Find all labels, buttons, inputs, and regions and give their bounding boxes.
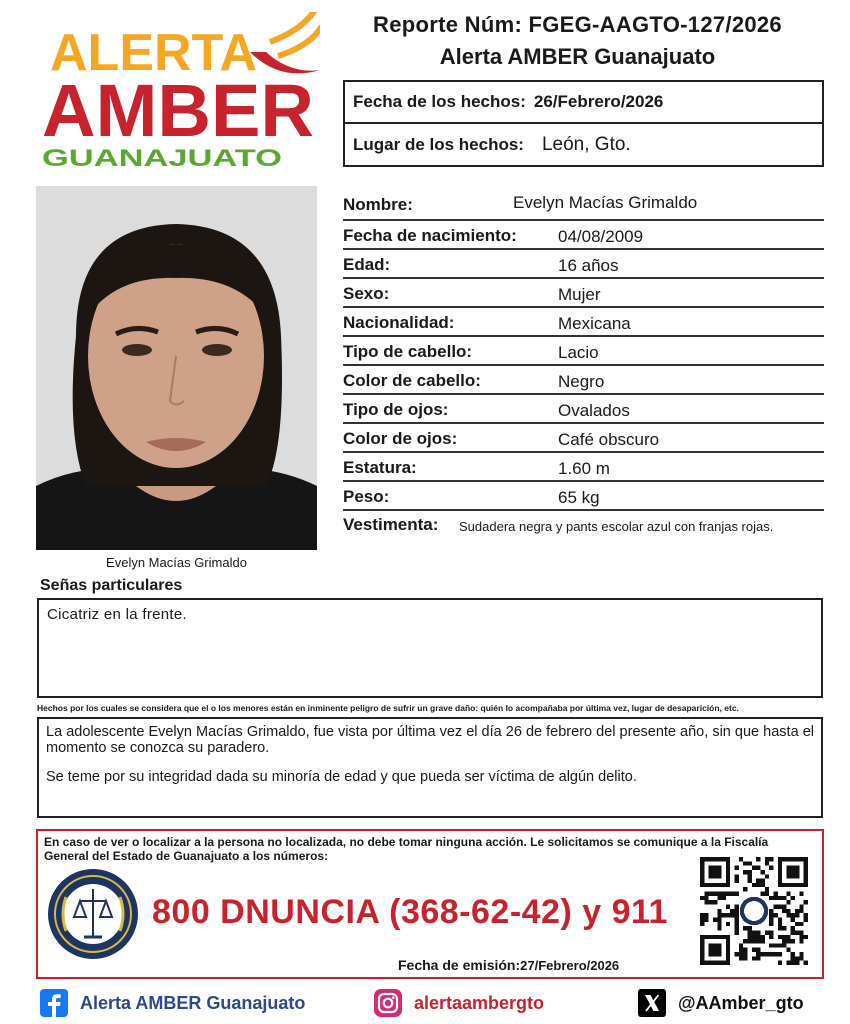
info-label: Nacionalidad:: [343, 313, 455, 332]
info-row-name: [343, 190, 824, 221]
info-value: Lacio: [558, 343, 599, 362]
info-value: Mujer: [558, 285, 601, 304]
info-value: 1.60 m: [558, 459, 610, 478]
hechos-note: Hechos por los cuales se considera que el o los menores están en inminente peligro de sufrir un grave daño: quién lo acompañaba por última vez, lugar de desaparición, etc.: [37, 703, 739, 713]
senas-text: Cicatriz en la frente.: [47, 606, 187, 623]
photo-caption: Evelyn Macías Grimaldo: [106, 555, 247, 570]
info-value: Café obscuro: [558, 430, 660, 449]
info-row-birthdate: [343, 221, 824, 250]
info-label: Fecha de nacimiento:: [343, 226, 517, 245]
x-handle: @AAmber_gto: [678, 992, 804, 1013]
info-value: 65 kg: [558, 488, 600, 507]
event-place-label: Lugar de los hechos:: [353, 135, 524, 154]
info-label: Sexo:: [343, 284, 390, 303]
info-label: Estatura:: [343, 458, 417, 477]
logo-line1: ALERTA: [50, 24, 258, 82]
logo-line2: AMBER: [42, 69, 314, 152]
info-row-eye-type: [343, 395, 824, 424]
info-label: Edad:: [343, 255, 391, 274]
info-value: Mexicana: [558, 314, 631, 333]
info-row-hair-color: [343, 366, 824, 395]
info-label: Color de ojos:: [343, 429, 458, 448]
instagram-icon: [374, 989, 402, 1017]
x-icon: [638, 989, 666, 1017]
senas-box: [37, 598, 823, 698]
facebook-icon: [40, 989, 68, 1017]
contact-alert-box: [36, 829, 824, 979]
hotline-number: 800 DNUNCIA (368-62-42) y 911: [152, 893, 668, 931]
fiscalia-seal-icon: [46, 867, 140, 961]
qr-code[interactable]: [700, 857, 808, 965]
info-label: Tipo de cabello:: [343, 342, 473, 361]
info-value: Ovalados: [558, 401, 630, 420]
emission-date: [398, 957, 619, 973]
instagram-link[interactable]: [374, 989, 544, 1017]
event-date-value: 26/Febrero/2026: [533, 92, 664, 111]
alerta-amber-logo: [40, 12, 320, 172]
info-row-height: [343, 453, 824, 482]
info-label: Nombre:: [343, 195, 413, 214]
info-row-eye-color: [343, 424, 824, 453]
facebook-handle: Alerta AMBER Guanajuato: [80, 992, 306, 1013]
info-value: Negro: [558, 372, 605, 391]
emission-value: 27/Febrero/2026: [520, 958, 620, 973]
x-link[interactable]: [638, 989, 804, 1017]
info-label: Color de cabello:: [343, 371, 481, 390]
emission-label: Fecha de emisión:: [398, 957, 521, 973]
info-row-weight: [343, 482, 824, 511]
hechos-paragraph: Se teme por su integridad dada su minoría de edad y que pueda ser víctima de algún delito.: [46, 769, 637, 785]
hechos-box: [37, 717, 823, 818]
event-date-label: Fecha de los hechos:: [353, 92, 526, 111]
event-place-value: León, Gto.: [541, 134, 631, 155]
info-label: Tipo de ojos:: [343, 400, 449, 419]
social-footer: [0, 985, 850, 1024]
alert-instructions: En caso de ver o localizar a la persona no localizada, no debe tomar ninguna acción. Le solicitamos se comunique a la Fiscalía General del Estado de Guanajuato a los números:: [44, 835, 769, 863]
clothing-label: Vestimenta:: [343, 515, 439, 534]
event-place-row: [345, 124, 822, 166]
event-date-row: [345, 82, 822, 124]
info-row-clothing: [343, 511, 824, 551]
instagram-handle: alertaambergto: [414, 992, 545, 1013]
info-label: Peso:: [343, 487, 390, 506]
event-box: [343, 80, 824, 167]
report-number: Reporte Núm: FGEG-AAGTO-127/2026: [373, 12, 782, 37]
missing-person-photo: [36, 186, 317, 550]
person-info-table: [343, 190, 824, 551]
info-value: 16 años: [558, 256, 619, 275]
info-row-sex: [343, 279, 824, 308]
info-row-hair-type: [343, 337, 824, 366]
facebook-link[interactable]: [40, 989, 305, 1017]
info-row-age: [343, 250, 824, 279]
report-subtitle: Alerta AMBER Guanajuato: [439, 44, 716, 69]
clothing-value: Sudadera negra y pants escolar azul con franjas rojas.: [459, 519, 774, 534]
hechos-paragraph: La adolescente Evelyn Macías Grimaldo, fue vista por última vez el día 26 de febrero del presente año, sin que hasta el momento se conozca su paradero.: [46, 724, 814, 756]
logo-line3: GUANAJUATO: [42, 145, 282, 172]
info-row-nationality: [343, 308, 824, 337]
info-value: Evelyn Macías Grimaldo: [513, 193, 698, 212]
senas-title: Señas particulares: [40, 577, 183, 594]
info-value: 04/08/2009: [558, 227, 644, 246]
